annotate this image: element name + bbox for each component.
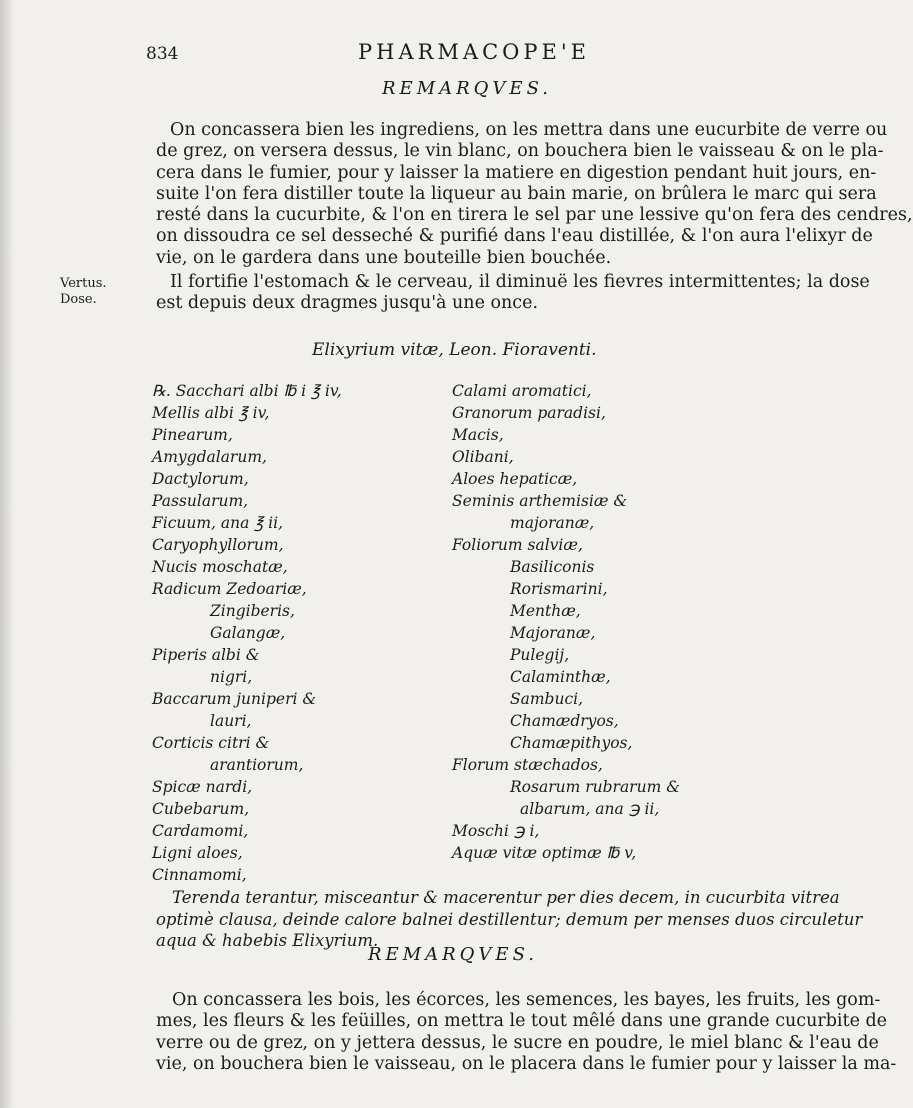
text-line: on dissoudra ce sel desseché & purifié dans l'eau distillée, & l'on aura l'elixyr de (156, 226, 873, 247)
text-line: On concassera les bois, les écorces, les semences, les bayes, les fruits, les gom- (172, 990, 881, 1010)
text-line: cera dans le fumier, pour y laisser la matiere en digestion pendant huit jours, en- (156, 162, 877, 183)
section1-heading: REMARQVES. (382, 78, 552, 99)
ingredient-line: Galangæ, (210, 624, 286, 642)
ingredient-line: Florum stæchados, (452, 756, 603, 774)
ingredient-line: Baccarum juniperi & (152, 690, 317, 708)
ingredient-line: Radicum Zedoariæ, (152, 580, 307, 598)
ingredient-line: Mellis albi ℥ iv, (152, 404, 270, 422)
text-line: Terenda terantur, misceantur & macerentur per dies decem, in cucurbita vitrea (172, 888, 840, 907)
margin-note-dose: Dose. (60, 292, 97, 307)
ingredient-line: Sambuci, (510, 690, 584, 708)
text-line: On concassera bien les ingrediens, on les mettra dans une eucurbite de verre ou (170, 120, 888, 140)
margin-notes (60, 276, 107, 308)
text-line: aqua & habebis Elixyrium. (156, 931, 379, 950)
ingredient-line: Spicæ nardi, (152, 778, 253, 796)
ingredient-line: ℞. Sacchari albi ℔ i ℥ iv, (152, 382, 342, 400)
ingredient-line: Cubebarum, (152, 800, 250, 818)
ingredient-line: Piperis albi & (152, 646, 260, 664)
ingredient-line: Granorum paradisi, (452, 404, 606, 422)
ingredient-line: Dactylorum, (152, 470, 249, 488)
ingredient-line: Foliorum salviæ, (452, 536, 583, 554)
ingredient-line: Amygdalarum, (152, 448, 267, 466)
running-head: PHARMACOPE'E (358, 40, 590, 64)
section1-paragraph2 (156, 272, 870, 315)
ingredient-list-left (152, 382, 342, 888)
ingredient-line: Cinnamomi, (152, 866, 247, 884)
ingredient-line: Cardamomi, (152, 822, 249, 840)
page-edge-shadow (0, 0, 14, 1108)
ingredient-line: Chamæpithyos, (510, 734, 633, 752)
ingredient-line: Rosarum rubrarum & (510, 778, 680, 796)
ingredient-line: Zingiberis, (210, 602, 295, 620)
ingredient-line: lauri, (210, 712, 252, 730)
ingredient-line: Olibani, (452, 448, 514, 466)
ingredient-line: Ligni aloes, (152, 844, 243, 862)
text-line: Il fortifie l'estomach & le cerveau, il diminuë les fievres intermittentes; la dose (170, 272, 870, 292)
text-line: de grez, on versera dessus, le vin blanc, on bouchera bien le vaisseau & on le pla- (156, 141, 884, 162)
recipe-title: Elixyrium vitæ, Leon. Fioraventi. (312, 340, 597, 360)
ingredient-line: Menthæ, (510, 602, 581, 620)
section2-heading: REMARQVES. (368, 944, 538, 965)
text-line: vie, on le gardera dans une bouteille bien bouchée. (156, 247, 612, 268)
ingredient-line: Aloes hepaticæ, (452, 470, 578, 488)
ingredient-line: Rorismarini, (510, 580, 608, 598)
ingredient-list-right (452, 382, 680, 866)
ingredient-line: Ficuum, ana ℥ ii, (152, 514, 284, 532)
recipe-closing-text (156, 887, 863, 952)
ingredient-line: Pinearum, (152, 426, 233, 444)
ingredient-line: Nucis moschatæ, (152, 558, 288, 576)
text-line: optimè clausa, deinde calore balnei destillentur; demum per menses duos circuletur (156, 909, 863, 929)
ingredient-line: albarum, ana ℈ ii, (520, 800, 660, 818)
section2-paragraph (156, 990, 896, 1075)
ingredient-line: Corticis citri & (152, 734, 270, 752)
ingredient-line: majoranæ, (510, 514, 595, 532)
ingredient-line: Seminis arthemisiæ & (452, 492, 628, 510)
ingredient-line: Calaminthæ, (510, 668, 611, 686)
ingredient-line: Calami aromatici, (452, 382, 592, 400)
section1-paragraph1 (156, 120, 913, 269)
ingredient-line: Moschi ℈ i, (452, 822, 540, 840)
ingredient-line: Macis, (452, 426, 504, 444)
ingredient-line: Caryophyllorum, (152, 536, 284, 554)
ingredient-line: Passularum, (152, 492, 249, 510)
ingredient-line: nigri, (210, 668, 253, 686)
text-line: est depuis deux dragmes jusqu'à une once. (156, 293, 539, 314)
ingredient-line: Majoranæ, (510, 624, 596, 642)
ingredient-line: Basiliconis (510, 558, 595, 576)
text-line: mes, les fleurs & les feüilles, on mettra le tout mêlé dans une grande cucurbite de (156, 1011, 888, 1032)
text-line: vie, on bouchera bien le vaisseau, on le placera dans le fumier pour y laisser la ma- (156, 1053, 897, 1074)
text-line: suite l'on fera distiller toute la liqueur au bain marie, on brûlera le marc qui sera (156, 183, 877, 204)
ingredient-line: arantiorum, (210, 756, 304, 774)
margin-note-vertus: Vertus. (60, 276, 107, 291)
page-number: 834 (146, 44, 179, 64)
text-line: resté dans la cucurbite, & l'on en tirera le sel par une lessive qu'on fera des cendres, (156, 205, 913, 226)
ingredient-line: Pulegij, (510, 646, 570, 664)
ingredient-line: Aquæ vitæ optimæ ℔ v, (452, 844, 637, 862)
text-line: verre ou de grez, on y jettera dessus, le sucre en poudre, le miel blanc & l'eau de (156, 1032, 879, 1053)
ingredient-line: Chamædryos, (510, 712, 619, 730)
